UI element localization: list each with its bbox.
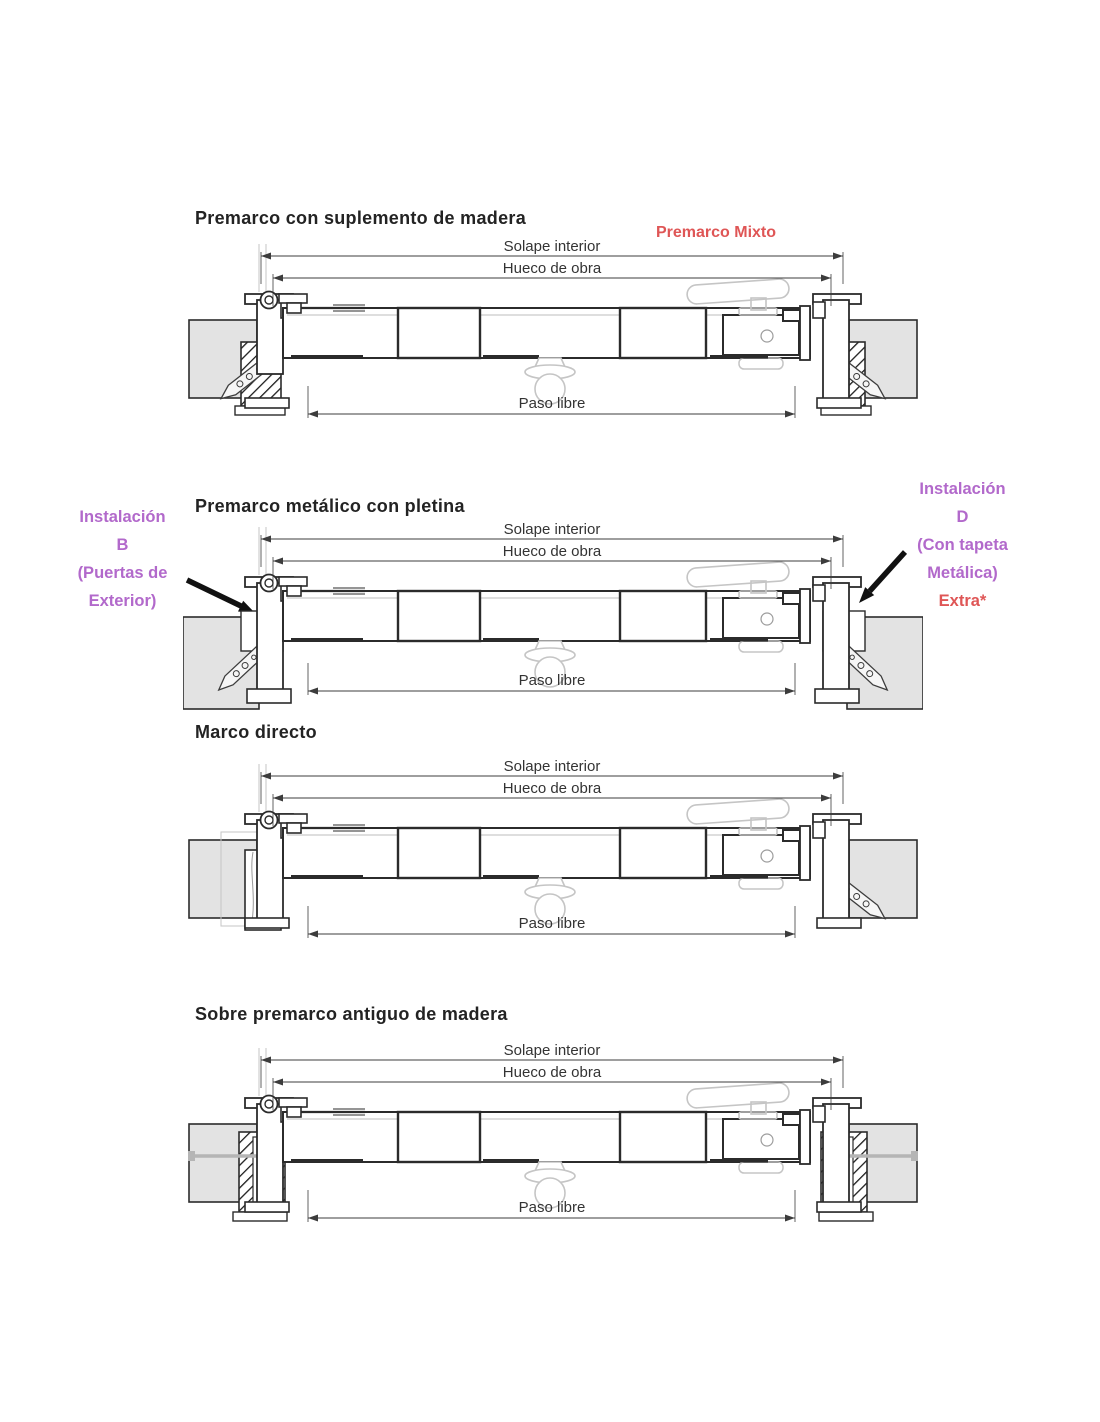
diagram-marco-directo [183, 756, 923, 948]
dimension-hueco [273, 1064, 831, 1110]
section-title: Marco directo [195, 722, 317, 742]
section-premarco-metalico [0, 480, 1100, 736]
dimension-label-hueco: Hueco de obra [502, 543, 602, 560]
note-line: Instalación [79, 508, 166, 526]
note-line: (Con tapeta [917, 536, 1008, 554]
diagram-premarco-metalico [183, 519, 923, 711]
dimension-label-paso: Paso libre [518, 915, 586, 932]
dimension-label-hueco: Hueco de obra [502, 780, 602, 797]
dimension-label-solape: Solape interior [503, 521, 601, 538]
note-extra-label: Extra* [938, 592, 987, 610]
dimension-hueco [273, 260, 831, 306]
section-marco-directo [0, 722, 1100, 962]
dimension-label-paso: Paso libre [518, 672, 586, 689]
dimension-label-solape: Solape interior [503, 238, 601, 255]
dimension-label-paso: Paso libre [518, 395, 586, 412]
dimension-hueco [273, 780, 831, 826]
leaf-block [398, 1112, 480, 1162]
dimension-label-hueco: Hueco de obra [502, 260, 602, 277]
section-title: Premarco metálico con pletina [195, 496, 465, 516]
leaf-block [620, 828, 706, 878]
diagram-premarco-antiguo [183, 1040, 923, 1232]
note-line: (Puertas de [77, 564, 168, 582]
section-title: Premarco con suplemento de madera [195, 208, 527, 228]
leaf-block [398, 828, 480, 878]
leaf-block [398, 591, 480, 641]
note-line: B [116, 536, 129, 554]
premarco-mixto-label: Premarco Mixto [655, 224, 777, 241]
note-line: D [956, 508, 969, 526]
leaf-block [620, 591, 706, 641]
dimension-label-solape: Solape interior [503, 758, 601, 775]
note-line: Metálica) [927, 564, 998, 582]
section-premarco-suplemento [0, 208, 1100, 448]
section-premarco-antiguo [0, 1004, 1100, 1244]
dimension-label-hueco: Hueco de obra [502, 1064, 602, 1081]
dimension-label-solape: Solape interior [503, 1042, 601, 1059]
leaf-block [620, 308, 706, 358]
leaf-block [398, 308, 480, 358]
note-line: Exterior) [88, 592, 157, 610]
dimension-hueco [273, 543, 831, 589]
section-title: Sobre premarco antiguo de madera [195, 1004, 508, 1024]
note-line: Instalación [919, 480, 1006, 498]
leaf-block [620, 1112, 706, 1162]
dimension-label-paso: Paso libre [518, 1199, 586, 1216]
diagram-premarco-suplemento [183, 236, 923, 428]
